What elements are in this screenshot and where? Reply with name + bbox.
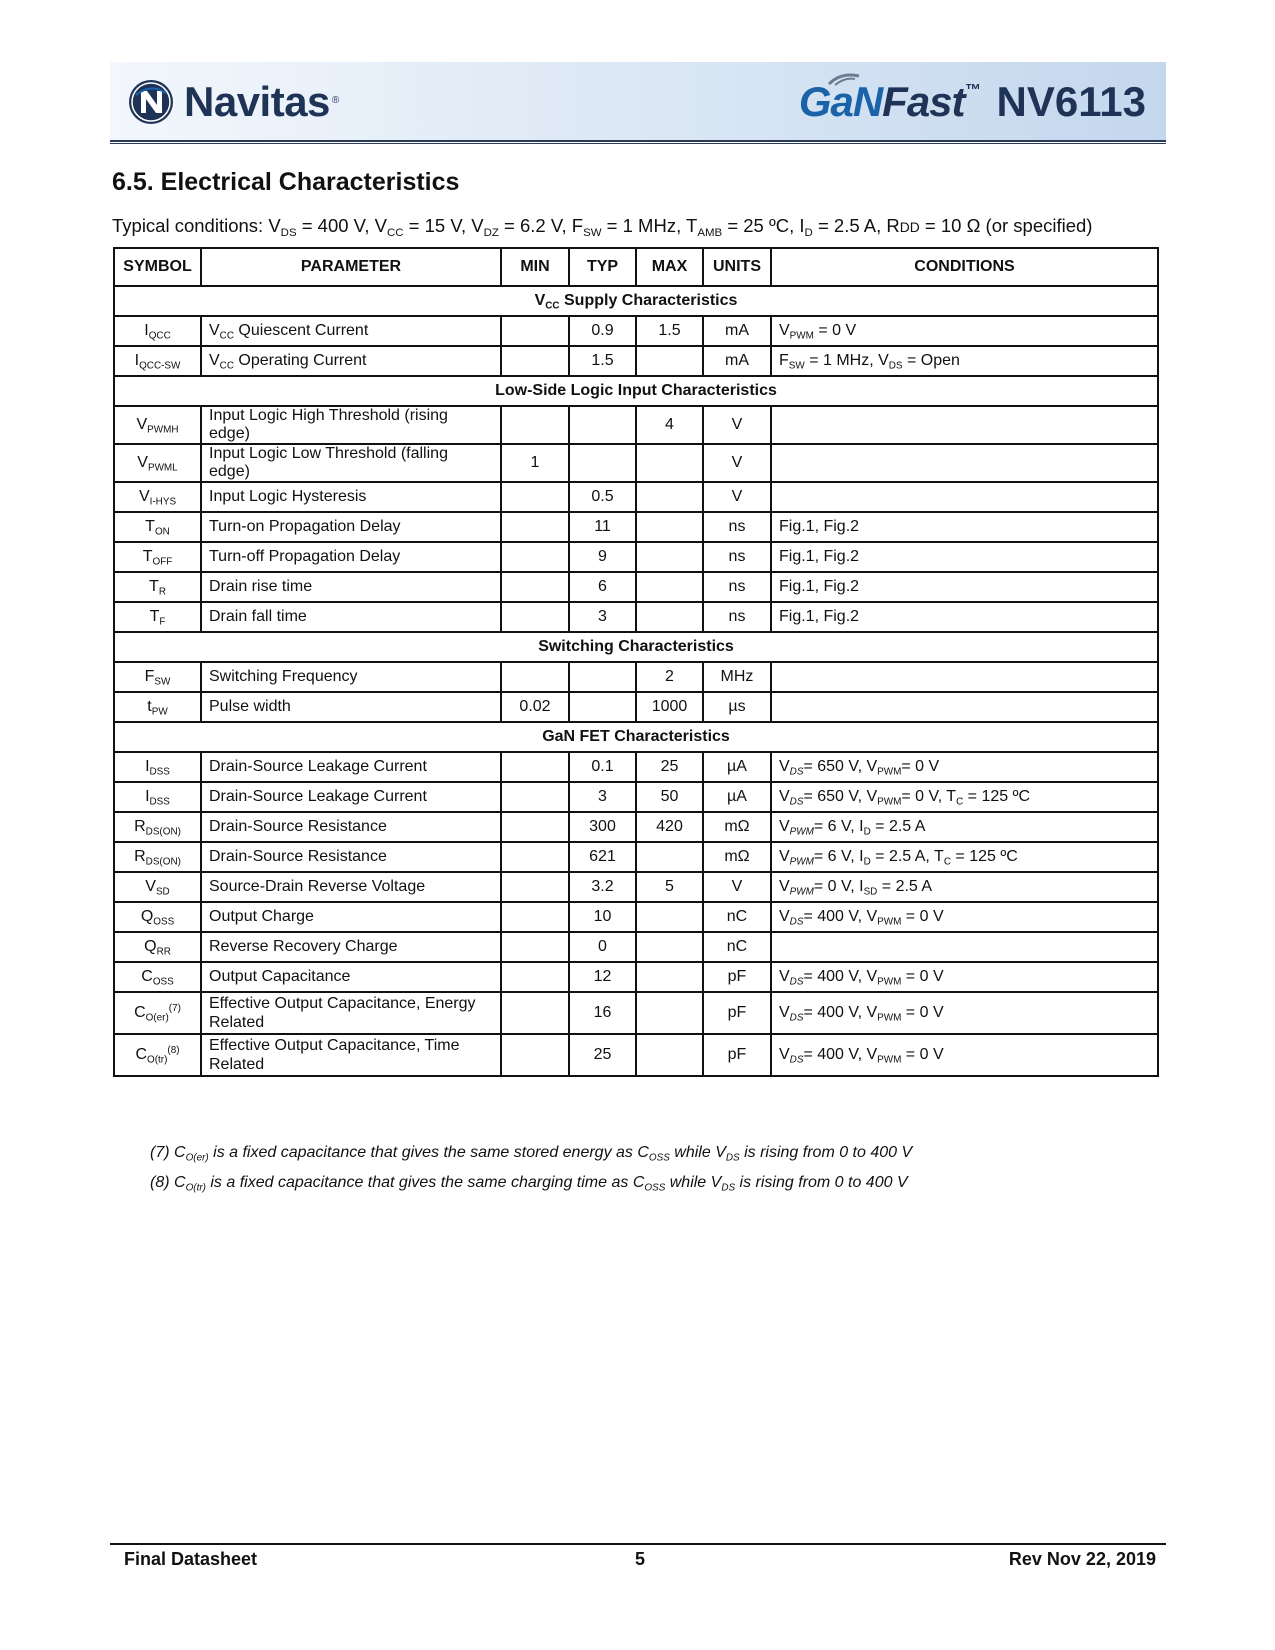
brand-fast: Fast (882, 78, 965, 125)
conditions-cell: $V_{PWM}= 0$ V, $I_{SD} = 2.5$ A (771, 872, 1158, 902)
table-row (114, 572, 1158, 602)
symbol-cell: $I_{QCC-SW}$ (114, 346, 201, 376)
conditions-cell (771, 482, 1158, 512)
max-cell (636, 1034, 703, 1076)
table-row (114, 406, 1158, 444)
table-row (114, 602, 1158, 632)
max-cell (636, 572, 703, 602)
conditions-cell (771, 932, 1158, 962)
units-cell: nC (703, 902, 771, 932)
symbol-cell: $T_{OFF}$ (114, 542, 201, 572)
min-cell (501, 662, 569, 692)
typ-cell: 621 (569, 842, 636, 872)
max-cell (636, 842, 703, 872)
footer-revision: Rev Nov 22, 2019 (1008, 1549, 1156, 1569)
min-cell (501, 512, 569, 542)
col-typ: TYP (569, 248, 636, 286)
units-cell: mA (703, 346, 771, 376)
table-row (114, 316, 1158, 346)
footer-rule (110, 1543, 1166, 1545)
table-row (114, 932, 1158, 962)
swoosh-icon (825, 70, 865, 86)
table-header-row (114, 248, 1158, 286)
units-cell: V (703, 872, 771, 902)
table-row (114, 512, 1158, 542)
table-row (114, 346, 1158, 376)
typ-cell: 3 (569, 602, 636, 632)
section-heading: Low-Side Logic Input Characteristics (114, 376, 1158, 406)
table-row (114, 812, 1158, 842)
min-cell (501, 812, 569, 842)
typ-cell: 16 (569, 992, 636, 1034)
min-cell (501, 782, 569, 812)
max-cell (636, 482, 703, 512)
registered-mark: ® (331, 95, 340, 106)
parameter-cell: Drain rise time (201, 572, 501, 602)
typ-cell: 12 (569, 962, 636, 992)
conditions-cell: $V_{DS}= 650$ V, $V_{PWM}= 0$ V (771, 752, 1158, 782)
symbol-cell: $Q_{OSS}$ (114, 902, 201, 932)
max-cell (636, 602, 703, 632)
ganfast-brand (799, 74, 1146, 130)
electrical-characteristics-table (113, 247, 1159, 1077)
conditions-cell: $V_{DS}= 400$ V, $V_{PWM} = 0$ V (771, 992, 1158, 1034)
parameter-cell: Source-Drain Reverse Voltage (201, 872, 501, 902)
typ-cell (569, 662, 636, 692)
typ-cell: 10 (569, 902, 636, 932)
min-cell (501, 346, 569, 376)
typ-cell: 0.1 (569, 752, 636, 782)
conditions-cell: $V_{PWM}= 6$ V, $I_D = 2.5$ A (771, 812, 1158, 842)
symbol-cell: $I_{QCC}$ (114, 316, 201, 346)
table-row (114, 962, 1158, 992)
parameter-cell: Input Logic Hysteresis (201, 482, 501, 512)
min-cell: 1 (501, 444, 569, 482)
max-cell (636, 444, 703, 482)
footnote-7: (7) $C_{O(er)}$ is a fixed capacitance that gives the same stored energy as $C_{OSS}$ while $V_{DS}$ is rising from 0 to 400 V (150, 1144, 913, 1164)
conditions-cell: $V_{PWM} = 0$ V (771, 316, 1158, 346)
units-cell: ns (703, 572, 771, 602)
table-row (114, 752, 1158, 782)
symbol-cell: $V_{I-HYS}$ (114, 482, 201, 512)
symbol-cell: $F_{SW}$ (114, 662, 201, 692)
conditions-cell (771, 406, 1158, 444)
units-cell: µA (703, 782, 771, 812)
col-max: MAX (636, 248, 703, 286)
min-cell (501, 902, 569, 932)
sec-vcc (114, 286, 1158, 316)
footer-doc-status: Final Datasheet (124, 1549, 258, 1569)
symbol-cell: $C_{O(er)}^{(7)}$ (114, 992, 201, 1034)
symbol-cell: $C_{O(tr)}^{(8)}$ (114, 1034, 201, 1076)
parameter-cell: Switching Frequency (201, 662, 501, 692)
parameter-cell: Pulse width (201, 692, 501, 722)
table-row (114, 872, 1158, 902)
typ-cell: 3 (569, 782, 636, 812)
table-row (114, 782, 1158, 812)
parameter-cell: Turn-off Propagation Delay (201, 542, 501, 572)
parameter-cell: Output Charge (201, 902, 501, 932)
units-cell: µs (703, 692, 771, 722)
section-heading: GaN FET Characteristics (114, 722, 1158, 752)
conditions-cell: Fig.1, Fig.2 (771, 512, 1158, 542)
min-cell (501, 872, 569, 902)
typ-cell: 0.5 (569, 482, 636, 512)
symbol-cell: $C_{OSS}$ (114, 962, 201, 992)
conditions-cell (771, 692, 1158, 722)
symbol-cell: $V_{SD}$ (114, 872, 201, 902)
units-cell: ns (703, 512, 771, 542)
symbol-cell: $I_{DSS}$ (114, 782, 201, 812)
max-cell (636, 932, 703, 962)
conditions-cell (771, 444, 1158, 482)
footnote-8: (8) $C_{O(tr)}$ is a fixed capacitance that gives the same charging time as $C_{OSS}$ while $V_{DS}$ is rising from 0 to 400 V (150, 1174, 908, 1194)
typ-cell (569, 692, 636, 722)
conditions-cell: Fig.1, Fig.2 (771, 572, 1158, 602)
min-cell (501, 992, 569, 1034)
units-cell: pF (703, 962, 771, 992)
symbol-cell: $T_F$ (114, 602, 201, 632)
units-cell: nC (703, 932, 771, 962)
units-cell: mA (703, 316, 771, 346)
max-cell: 2 (636, 662, 703, 692)
typ-cell: 9 (569, 542, 636, 572)
units-cell: V (703, 444, 771, 482)
col-symbol: SYMBOL (114, 248, 201, 286)
footnotes (150, 1138, 912, 1198)
min-cell (501, 406, 569, 444)
symbol-cell: $t_{PW}$ (114, 692, 201, 722)
max-cell: 50 (636, 782, 703, 812)
parameter-cell: $V_{CC}$ Quiescent Current (201, 316, 501, 346)
min-cell: 0.02 (501, 692, 569, 722)
symbol-cell: $V_{PWMH}$ (114, 406, 201, 444)
min-cell (501, 572, 569, 602)
table-row (114, 1034, 1158, 1076)
symbol-cell: $R_{DS(ON)}$ (114, 812, 201, 842)
parameter-cell: Input Logic High Threshold (rising edge) (201, 406, 501, 444)
units-cell: pF (703, 1034, 771, 1076)
max-cell (636, 512, 703, 542)
parameter-cell: Drain-Source Leakage Current (201, 752, 501, 782)
sec-switching (114, 632, 1158, 662)
max-cell (636, 542, 703, 572)
typ-cell: 0.9 (569, 316, 636, 346)
conditions-cell: $F_{SW} = 1$ MHz, $V_{DS}$ = Open (771, 346, 1158, 376)
min-cell (501, 842, 569, 872)
conditions-cell: Fig.1, Fig.2 (771, 602, 1158, 632)
min-cell (501, 932, 569, 962)
table-row (114, 444, 1158, 482)
parameter-cell: Turn-on Propagation Delay (201, 512, 501, 542)
section-title: 6.5. Electrical Characteristics (112, 168, 460, 196)
max-cell (636, 962, 703, 992)
typical-conditions: Typical conditions: $V_{DS} = 400$ V, $V_{CC} = 15$ V, $V_{DZ} = 6.2$ V, $F_{SW} = 1$ MHz, $T_{AMB} = 25$ ºC, $I_D = 2.5$ A, RDD = 10 Ω (or specified) (112, 215, 1093, 239)
table-row (114, 482, 1158, 512)
units-cell: MHz (703, 662, 771, 692)
header-banner (110, 62, 1166, 142)
typ-cell (569, 406, 636, 444)
typ-cell: 300 (569, 812, 636, 842)
max-cell: 25 (636, 752, 703, 782)
parameter-cell: Drain-Source Resistance (201, 812, 501, 842)
typ-cell: 11 (569, 512, 636, 542)
parameter-cell: Output Capacitance (201, 962, 501, 992)
parameter-cell: Effective Output Capacitance, Time Related (201, 1034, 501, 1076)
min-cell (501, 316, 569, 346)
conditions-cell: $V_{DS}= 650$ V, $V_{PWM}= 0$ V, $T_C = 125$ ºC (771, 782, 1158, 812)
max-cell: 1000 (636, 692, 703, 722)
min-cell (501, 482, 569, 512)
header-rule (110, 143, 1166, 144)
typ-cell: 0 (569, 932, 636, 962)
table-row (114, 992, 1158, 1034)
brand-gan: GaN (798, 78, 883, 125)
table-row (114, 542, 1158, 572)
max-cell (636, 346, 703, 376)
typ-cell (569, 444, 636, 482)
units-cell: V (703, 406, 771, 444)
conditions-cell (771, 662, 1158, 692)
footer-page-number: 5 (634, 1549, 645, 1569)
units-cell: ns (703, 602, 771, 632)
units-cell: mΩ (703, 842, 771, 872)
parameter-cell: Drain-Source Resistance (201, 842, 501, 872)
min-cell (501, 602, 569, 632)
col-conditions: CONDITIONS (771, 248, 1158, 286)
conditions-cell: Fig.1, Fig.2 (771, 542, 1158, 572)
symbol-cell: $Q_{RR}$ (114, 932, 201, 962)
conditions-cell: $V_{DS}= 400$ V, $V_{PWM} = 0$ V (771, 1034, 1158, 1076)
max-cell: 1.5 (636, 316, 703, 346)
typ-cell: 25 (569, 1034, 636, 1076)
min-cell (501, 542, 569, 572)
symbol-cell: $V_{PWML}$ (114, 444, 201, 482)
units-cell: µA (703, 752, 771, 782)
max-cell (636, 902, 703, 932)
units-cell: V (703, 482, 771, 512)
symbol-cell: $R_{DS(ON)}$ (114, 842, 201, 872)
symbol-cell: $I_{DSS}$ (114, 752, 201, 782)
units-cell: mΩ (703, 812, 771, 842)
parameter-cell: Input Logic Low Threshold (falling edge) (201, 444, 501, 482)
typ-cell: 1.5 (569, 346, 636, 376)
parameter-cell: Drain fall time (201, 602, 501, 632)
units-cell: ns (703, 542, 771, 572)
max-cell: 5 (636, 872, 703, 902)
typ-cell: 6 (569, 572, 636, 602)
navitas-n-icon (128, 79, 174, 125)
symbol-cell: $T_R$ (114, 572, 201, 602)
part-number: NV6113 (996, 78, 1146, 125)
logo-text: Navitas (184, 78, 330, 125)
table-row (114, 692, 1158, 722)
min-cell (501, 1034, 569, 1076)
trademark-mark: ™ (964, 82, 981, 99)
table-row (114, 662, 1158, 692)
units-cell: pF (703, 992, 771, 1034)
conditions-cell: $V_{DS}= 400$ V, $V_{PWM} = 0$ V (771, 902, 1158, 932)
col-parameter: PARAMETER (201, 248, 501, 286)
col-units: UNITS (703, 248, 771, 286)
max-cell: 4 (636, 406, 703, 444)
sec-gan (114, 722, 1158, 752)
min-cell (501, 752, 569, 782)
conditions-cell: $V_{PWM}= 6$ V, $I_D = 2.5$ A, $T_C = 125$ ºC (771, 842, 1158, 872)
parameter-cell: Reverse Recovery Charge (201, 932, 501, 962)
navitas-logo (128, 79, 339, 125)
table-row (114, 842, 1158, 872)
parameter-cell: Drain-Source Leakage Current (201, 782, 501, 812)
table-row (114, 902, 1158, 932)
symbol-cell: $T_{ON}$ (114, 512, 201, 542)
parameter-cell: Effective Output Capacitance, Energy Related (201, 992, 501, 1034)
conditions-cell: $V_{DS}= 400$ V, $V_{PWM} = 0$ V (771, 962, 1158, 992)
col-min: MIN (501, 248, 569, 286)
typ-cell: 3.2 (569, 872, 636, 902)
sec-logic (114, 376, 1158, 406)
parameter-cell: $V_{CC}$ Operating Current (201, 346, 501, 376)
max-cell (636, 992, 703, 1034)
max-cell: 420 (636, 812, 703, 842)
min-cell (501, 962, 569, 992)
section-heading: $V_{CC}$ Supply Characteristics (114, 286, 1158, 316)
section-heading: Switching Characteristics (114, 632, 1158, 662)
